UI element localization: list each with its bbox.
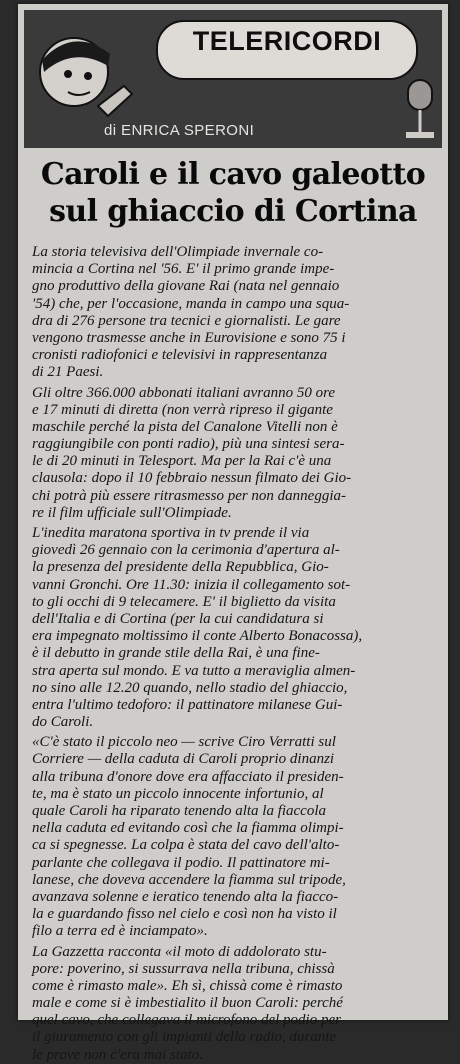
text-line: è il debutto in grande stile della Rai, è una fine-	[32, 645, 320, 662]
article-paragraph	[32, 944, 438, 1064]
microphone-icon	[400, 76, 440, 142]
text-line: quale Caroli ha riparato tenendo alta la fiaccola	[32, 803, 327, 819]
text-line: La storia televisiva dell'Olimpiade invernale co-	[32, 244, 324, 260]
article-paragraph	[32, 244, 438, 382]
text-line: L'inedita maratona sportiva in tv prende il via	[32, 525, 310, 541]
text-line: La Gazzetta racconta «il moto di addolorato stu-	[32, 943, 327, 960]
text-line: «C'è stato il piccolo neo — scrive Ciro Verratti sul	[32, 734, 336, 751]
text-line: mincia a Cortina nel '56. E' il primo grande impe-	[32, 261, 335, 278]
text-line: le di 20 minuti in Telesport. Ma per la Rai c'è una	[32, 453, 332, 470]
text-line: gno produttivo della giovane Rai (nata nel gennaio	[32, 278, 340, 295]
text-line: pore: poverino, si sussurrava nella tribuna, chissà	[32, 960, 335, 977]
article-headline	[26, 156, 440, 230]
column-banner	[24, 10, 442, 148]
text-line: filo a terra ed è inciampato».	[32, 923, 208, 940]
article-paragraph	[32, 525, 438, 731]
text-line: la e guardando fisso nel cielo e così non ha visto il	[32, 906, 337, 923]
text-line: ca si spegnesse. La colpa è stata del cavo dell'alto-	[32, 837, 340, 854]
text-line: entra l'ultimo tedoforo: il pattinatore milanese Gui-	[32, 696, 343, 713]
article-body	[32, 244, 438, 1064]
text-line: clausola: dopo il 10 febbraio nessun filmato dei Gio-	[32, 470, 352, 487]
newspaper-clipping	[18, 4, 448, 1063]
text-line: male e come si è imbestialito il buon Caroli: perché	[32, 995, 343, 1012]
text-line: no sino alle 12.20 quando, nello stadio del ghiaccio,	[32, 679, 348, 696]
text-line: Corriere — della caduta di Caroli proprio dinanzi	[32, 751, 335, 768]
headline-line: Caroli e il cavo galeotto	[40, 157, 426, 192]
text-line: la presenza del presidente della Repubblica, Gio-	[32, 559, 329, 576]
text-line: maschile perché la pista del Canalone Vitelli non è	[32, 418, 338, 435]
text-line: nella caduta ed evitando così che la fiamma olimpi-	[32, 820, 344, 837]
text-line: te, ma è stato un piccolo innocente infortunio, al	[32, 785, 324, 802]
text-line: to gli occhi di 9 telecamere. E' il biglietto da visita	[32, 593, 336, 610]
text-line: il giuramento con gli impianti della radio, durante	[32, 1029, 337, 1046]
text-line: '54) che, per l'occasione, manda in campo una squa-	[32, 295, 350, 312]
author-byline: di ENRICA SPERONI	[104, 122, 255, 139]
text-line: Gli oltre 366.000 abbonati italiani avranno 50 ore	[32, 384, 336, 401]
article-paragraph	[32, 734, 438, 940]
text-line: avanzava solenne e ieratico tenendo alta la fiacco-	[32, 888, 339, 905]
text-line: alla tribuna d'onore dove era affacciato il presiden-	[32, 768, 344, 785]
text-line: dra di 276 persone tra tecnici e giornalisti. Le gare	[32, 312, 341, 329]
text-line: era impegnato moltissimo il conte Alberto Bonacossa),	[32, 628, 363, 645]
text-line: chi potrà più essere ritrasmesso per non danneggia-	[32, 487, 347, 504]
text-line: parlante che collegava il podio. Il pattinatore mi-	[32, 854, 330, 871]
text-line: le prove non c'era mai stato.	[32, 1046, 203, 1063]
headline-line: sul ghiaccio di Cortina	[49, 194, 417, 229]
text-line: cronisti radiofonici e televisivi in rappresentanza	[32, 347, 328, 364]
text-line: giovedì 26 gennaio con la cerimonia d'apertura al-	[32, 542, 340, 559]
text-line: re il film ufficiale sull'Olimpiade.	[32, 504, 232, 521]
text-line: stra aperta sul mondo. E va tutto a meraviglia almen-	[32, 662, 356, 679]
text-line: come è rimasto male». Eh sì, chissà come è rimasto	[32, 977, 343, 994]
text-line: raggiungibile con ponti radio), più una sintesi sera-	[32, 436, 345, 453]
text-line: vengono trasmesse anche in Eurovisione e sono 75 i	[32, 329, 346, 346]
text-line: di 21 Paesi.	[32, 364, 104, 381]
column-title: TELERICORDI	[192, 26, 382, 56]
cartoon-figure-icon	[28, 20, 148, 120]
text-line: dell'Italia e di Cortina (per la cui candidatura si	[32, 610, 324, 627]
text-line: lanese, che doveva accendere la fiamma sul tripode,	[32, 871, 346, 888]
article-paragraph	[32, 385, 438, 523]
text-line: vanni Gronchi. Ore 11.30: inizia il collegamento sot-	[32, 576, 351, 593]
text-line: quel cavo, che collegava il microfono del podio per	[32, 1012, 341, 1029]
text-line: do Caroli.	[32, 714, 94, 731]
text-line: e 17 minuti di diretta (non verrà ripreso il gigante	[32, 401, 333, 418]
